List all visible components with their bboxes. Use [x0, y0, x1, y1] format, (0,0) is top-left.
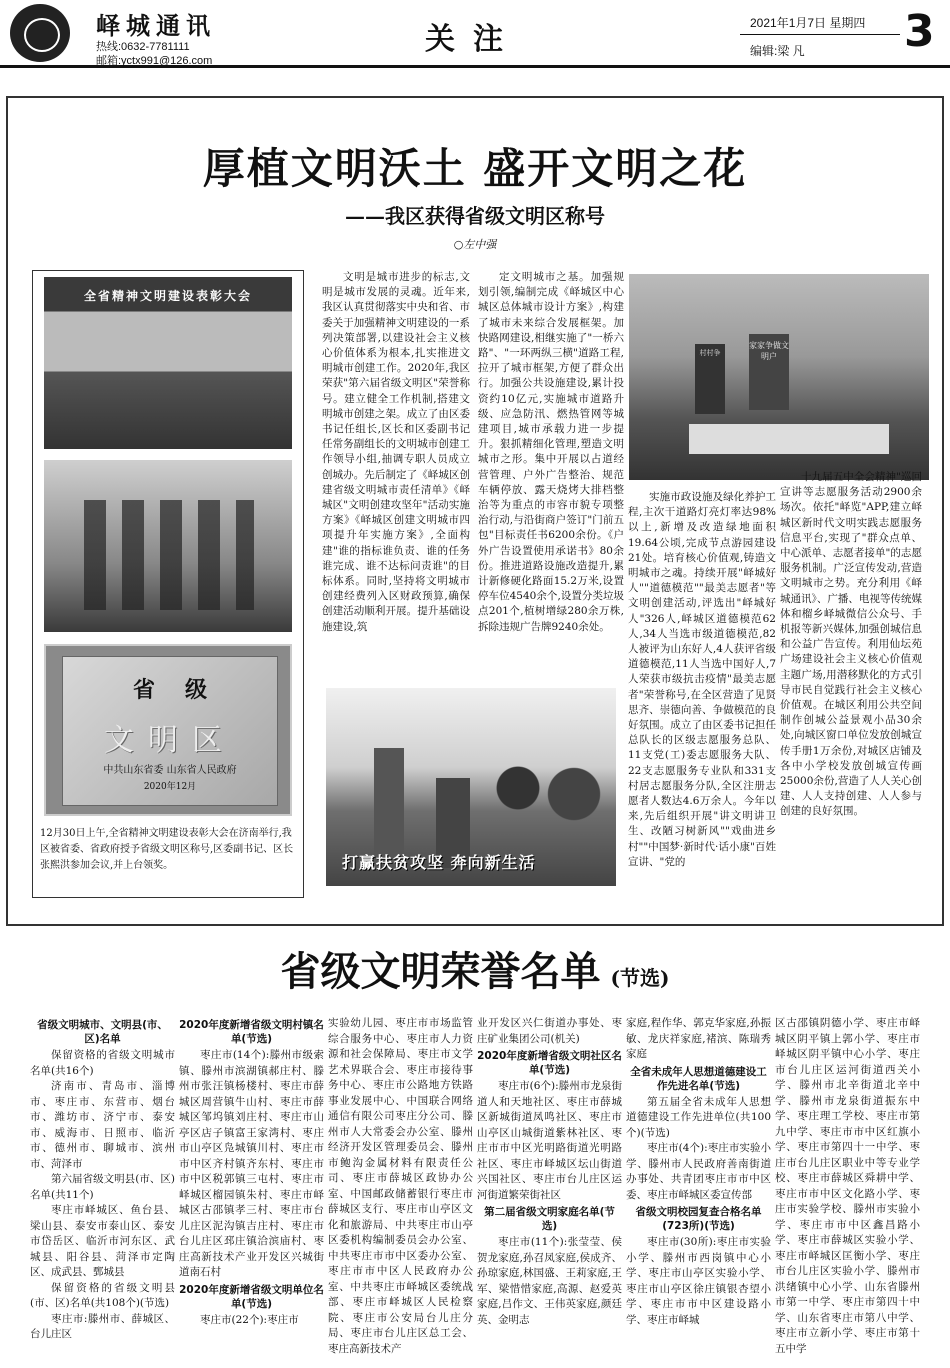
- plaque-photo: [44, 644, 292, 816]
- plaque: [62, 656, 278, 806]
- list-text: 保留资格的省级文明县(市、区)名单(共108个)(节选): [30, 1281, 175, 1309]
- paper-name: 峄城通讯: [96, 11, 216, 40]
- list-text: 枣庄市(30所):枣庄市实验小学、滕州市西岗镇中心小学、枣庄市山亭区实验小学、枣庄市山亭区徐庄镇银杏望小学、枣庄市市中区建设路小学、枣庄市峄城: [626, 1236, 771, 1326]
- plaque-date: 2020年12月: [143, 782, 197, 792]
- list-heading: 2020年度新增省级文明村镇名单(节选): [179, 1019, 324, 1045]
- ceremony-photo: [44, 277, 292, 449]
- subheadline: ——我区获得省级文明区称号: [345, 204, 605, 228]
- article-column-2: 定文明城市之基。加强规划引领,编制完成《峄城区中心城区总体城市设计方案》,构建了城市未来综合发展框架。加快路网建设,相继实施了"一桥六路"、"一环两纵三横"道路工程,拉开了城市框架,方便了群众出行。加强公共设施建设,累计投资约10亿元,实施城市道路升级、应急防汛、燃热管网等城建项目,城市承载力进一步提升。狠抓精细化管理,塑造文明城市之形。集中开展以占道经营管理、户外广告整治、规范车辆停放、露天烧烤大排档整治等为重点的市容市貌专项整治行动,与沿街商户签订"门前五包"目标责任书6200余份。《户外广告设置使用承诺书》80余份。推进道路设施改造提升,累计新修硬化路面15.2万米,设置停车位4540余个,设置分类垃圾点201个,植树增绿280余万株,拆除违规广告牌9240余处。: [478, 271, 624, 633]
- header-divider: [740, 34, 900, 35]
- masthead: [0, 0, 950, 68]
- list-text: 枣庄市(14个):滕州市级索镇、滕州市滨湖镇郝庄村、滕州市张汪镇杨楼村、枣庄市薛城区周营镇牛山村、枣庄市薛城区邹坞镇刘庄村、枣庄市山亭区店子镇富王家湾村、枣庄市山亭区凫城镇川村、枣庄市市中区齐村镇齐东村、枣庄市市中区税郭镇三屯村、枣庄市峄城区榴园镇朱村、枣庄市峄城区古邵镇孝三村、枣庄市台儿庄区泥沟镇吉庄村、枣庄市台儿庄区邳庄镇洽滨庙村、枣庄高新技术产业开发区兴城街道南石村: [179, 1049, 324, 1278]
- volunteer-photo: [629, 274, 929, 480]
- hotline: 热线:0632-7781111: [96, 41, 190, 53]
- editor: 编辑:梁 凡: [750, 44, 805, 58]
- photo-caption: 12月30日上午,全省精神文明建设表彰大会在济南举行,我区被省委、省政府授予省级文明区称号,区委副书记、区长张熙洪参加会议,并上台领奖。: [40, 828, 294, 871]
- list-heading: 2020年度新增省级文明社区名单(节选): [477, 1050, 622, 1076]
- honor-column-2: [179, 1016, 324, 1356]
- list-text: 第六届省级文明县(市、区)名单(共11个): [30, 1173, 175, 1201]
- honor-title-text: 省级文明荣誉名单: [280, 948, 601, 995]
- article-column-1: 文明是城市进步的标志,文明是城市发展的灵魂。近年来,我区认真贯彻落实中央和省、市委关于加强精神文明建设的一系列决策部署,以建设社会主义核心价值体系为根本,扎实推进文明城市创建工作。2020年,我区荣获"第六届省级文明区"荣誉称号。建立健全工作机制,搭建文明城市创建之架。成立了由区委书记任组长,区长和区委副书记任常务副组长的文明城市创建工作领导小组,抽调专职人员成立创城办。先后制定了《峄城区创建省级文明城市责任清单》《峄城区"文明创建攻坚年"活动实施方案》《峄城区创建文明城市四项提升年实施方案》,全面构建"谁的指标谁负责、谁的任务谁完成、谁不达标问责谁"的目标体系。同时,坚持将文明城市创建经费列入区财政预算,确保创建活动顺利开展。提升基础设施建设,筑: [322, 271, 470, 633]
- plaque-org: 中共山东省委 山东省人民政府: [103, 765, 237, 776]
- list-heading: 第二届省级文明家庭名单(节选): [484, 1206, 615, 1232]
- honor-list-title: [0, 940, 950, 997]
- article-column-3: 实施市政设施及绿化养护工程,主次干道路灯亮灯率达98%以上,新增及改造绿地面积19.64公顷,完成节点游园建设21处。培育核心价值观,铸造文明城市之魂。持续开展"峄城好人""道德模范""最美志愿者"等文明创建活动,评选出"峄城好人"326人,峄城区道德模范62人,34人当选市级道德模范,82人被评为山东好人,4人获评省级道德模范,11人当选中国好人,7人荣获市级抗击疫情"最美志愿者"荣誉称号,在全区营造了见贤思齐、崇德向善、争做模范的良好氛围。成立了由区委书记担任总队长的区级志愿服务总队、11支党(工)委志愿服务大队、22支志愿服务专业队和331支村居志愿服务分队,全区注册志愿者人数达4.6万余人。今年以来,先后组织开展"讲文明讲卫生、改陋习树新风""戏曲进乡村""中国梦·新时代·话小康"百姓宣讲、"党的: [628, 491, 776, 868]
- list-text: 第五届全省未成年人思想道德建设工作先进单位(共100个)(节选): [626, 1095, 771, 1139]
- award-photo: [44, 460, 292, 632]
- headline: 厚植文明沃土 盛开文明之花: [202, 144, 748, 193]
- list-text: 区古邵镇阴德小学、枣庄市峄城区阴平镇上郭小学、枣庄市峄城区阴平镇中心小学、枣庄市台儿庄区运河街道西关小学、滕州市北辛街道北辛中学、滕州市龙泉街道振东中学、枣庄理工学校、枣庄市第九中学、枣庄市市中区红旗小学、枣庄市第四十一中学、枣庄市台儿庄区职业中等专业学校、枣庄市薛城区舜耕中学、枣庄市市中区文化路小学、枣庄市实验学校、滕州市实验小学、枣庄市市中区鑫昌路小学、枣庄市薛城区实验小学、枣庄市峄城区匡衡小学、枣庄市台儿庄区实验小学、滕州市洪绪镇中心小学、山东省滕州市第一中学、枣庄市第四十中学、山东省枣庄市第八中学、枣庄市立新小学、枣庄市第十五中学: [775, 1017, 920, 1355]
- ceremony-banner: 全省精神文明建设表彰大会: [83, 289, 252, 303]
- list-text: 枣庄市(11个):张莹莹、侯贺龙家庭,孙召凤家庭,侯成齐、孙琼家庭,林国盛、王莉家庭,王军、梁惜惜家庭,高源、赵爱英家庭,吕作文、王伟英家庭,颜廷英、金明志: [477, 1236, 622, 1326]
- list-text: 家庭,程作华、郭克华家庭,孙振敏、龙庆祥家庭,褚滨、陈瑞秀家庭: [626, 1017, 771, 1060]
- honor-column-3: [328, 1016, 473, 1356]
- email: 邮箱:yctx991@126.com: [96, 55, 213, 67]
- page-number: 3: [904, 6, 935, 57]
- civility-sign: 家家争做文明户: [749, 334, 789, 410]
- trees: [476, 764, 616, 824]
- list-text: 枣庄市峄城区、鱼台县、梁山县、泰安市泰山区、泰安市岱岳区、临沂市河东区、武城县、阳谷县、菏泽市定陶区、成武县、鄄城县: [30, 1204, 175, 1278]
- list-heading: 省级文明城市、文明县(市、区)名单: [37, 1019, 168, 1045]
- plaque-main: 文明区: [104, 723, 236, 758]
- issue-date: 2021年1月7日 星期四: [750, 16, 866, 30]
- honor-column-4: [477, 1016, 622, 1356]
- honor-column-1: [30, 1016, 175, 1356]
- list-heading: 2020年度新增省级文明单位名单(节选): [179, 1283, 324, 1310]
- landscape-slogan: 打赢扶贫攻坚 奔向新生活: [342, 853, 536, 872]
- section-title: 关注: [425, 22, 521, 57]
- article-column-4: 十九届五中全会精神"巡回宣讲等志愿服务活动2900余场次。依托"峄览"APP,建立峄城区新时代文明实践志愿服务信息平台,实现了"群众点单、中心派单、志愿者接单"的志愿服务机制。广泛宣传发动,营造文明城市之势。充分利用《峄城通讯》、广播、电视等传统媒体和榴乡峄城微信公众号、手机报等新兴媒体,加强创城信息和公益广告宣传。利用仙坛苑广场建设社会主义核心价值观主题广场,用潜移默化的方式引导市民自觉践行社会主义核心价值观。在城区利用公共空间制作创城公益景观小品30余处,向城区窗口单位发放创城宣传手册1万余份,对城区店铺及各中小学校发放创城宣传画25000余份,营造了人人关心创建、人人支持创建、人人参与创建的良好氛围。: [780, 471, 922, 818]
- people-figures: [84, 500, 254, 610]
- table: [689, 424, 889, 454]
- list-text: 实验幼儿园、枣庄市市场监管综合服务中心、枣庄市人力资源和社会保障局、枣庄市文学艺术界联合会、枣庄市接待事务中心、枣庄市公路地方铁路事业发展中心、中国联合网络通信有限公司枣庄分公司、滕州市人大常委会办公室、滕州经济开发区管理委员会、滕州市鲍沟金属材料有限责任公司、枣庄市薛城区政协办公室、中国邮政储蓄银行枣庄市薛城区支行、枣庄市山亭区文化和旅游局、中共枣庄市山亭区委机构编制委员会办公室、中共枣庄市市中区委办公室、枣庄市市中区人民政府办公室、中共枣庄市峄城区委统战部、枣庄市峄城区人民检察院、枣庄市公安局台儿庄分局、枣庄市台儿庄区总工会、枣庄高新技术产: [328, 1017, 473, 1355]
- plaque-top: 省级: [132, 677, 237, 703]
- list-text: 保留资格的省级文明城市名单(共16个): [30, 1049, 175, 1077]
- list-heading: 省级文明校园复查合格名单(723所)(节选): [635, 1206, 762, 1232]
- list-text: 枣庄市:滕州市、薛城区、台儿庄区: [30, 1312, 175, 1340]
- city-landscape-photo: [326, 688, 616, 886]
- list-text: 济南市、青岛市、淄博市、枣庄市、东营市、烟台市、潍坊市、济宁市、泰安市、威海市、日照市、临沂市、德州市、聊城市、滨州市、菏泽市: [30, 1080, 175, 1170]
- honor-title-note: (节选): [610, 966, 670, 990]
- list-text: 枣庄市(4个):枣庄市实验小学、滕州市人民政府善南街道办事处、共青团枣庄市市中区委、枣庄市峄城区委宣传部: [626, 1142, 771, 1201]
- list-text: 枣庄市(22个):枣庄市: [200, 1313, 299, 1326]
- list-heading: 全省未成年人思想道德建设工作先进名单(节选): [630, 1065, 767, 1092]
- newspaper-logo-icon: [10, 4, 70, 62]
- list-text: 枣庄市(6个):滕州市龙泉街道人和天地社区、枣庄市薛城区新城街道凤鸣社区、枣庄市山亭区山城街道紫林社区、枣庄市市中区光明路街道光明路社区、枣庄市峄城区坛山街道兴国社区、枣庄市台儿庄区运河街道繁荣街社区: [477, 1080, 622, 1201]
- byline: ○左中强: [453, 238, 497, 251]
- honor-column-5: [626, 1016, 771, 1356]
- honor-column-6: [775, 1016, 920, 1356]
- village-sign: 村村争: [695, 344, 725, 414]
- list-text: 业开发区兴仁街道办事处、枣庄矿业集团公司(机关): [477, 1017, 622, 1045]
